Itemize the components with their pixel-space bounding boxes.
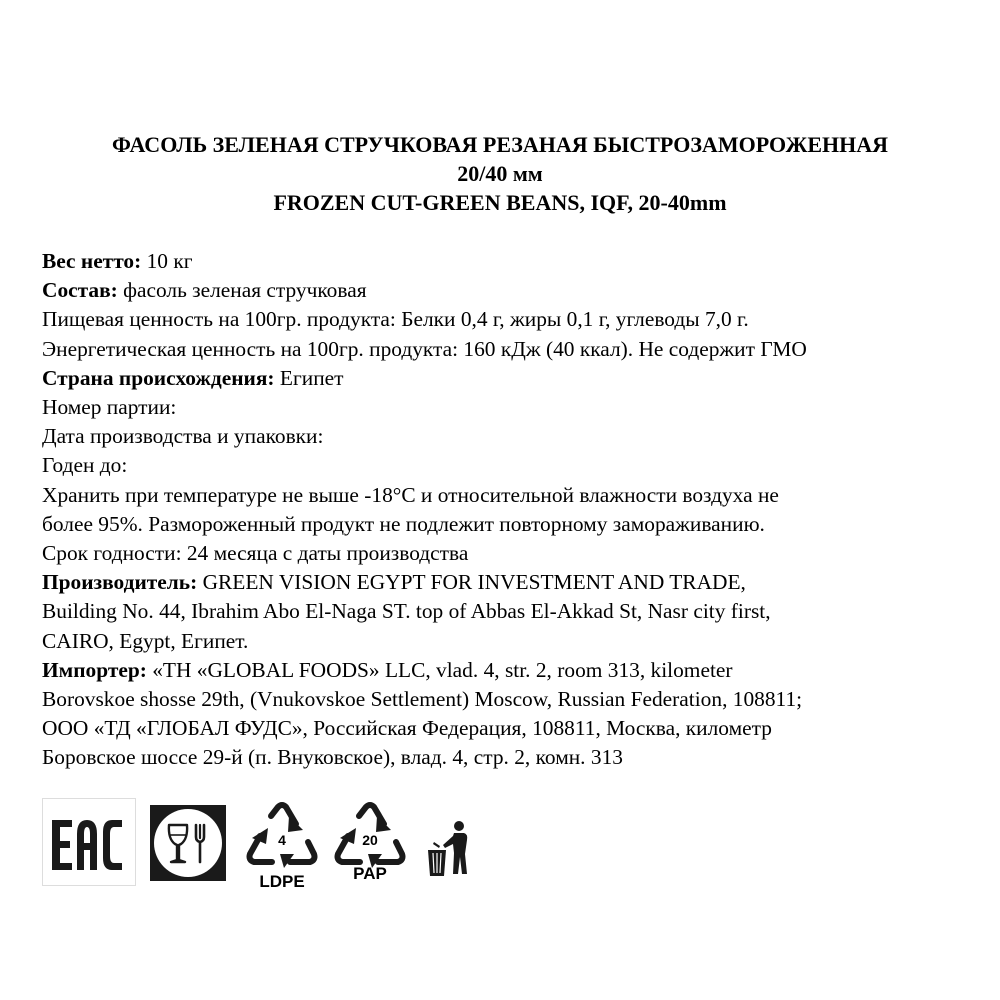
importer-line3: ООО «ТД «ГЛОБАЛ ФУДС», Российская Федерация, 108811, Москва, километр <box>42 716 772 741</box>
importer-line2: Borovskoe shosse 29th, (Vnukovskoe Settlement) Moscow, Russian Federation, 108811; <box>42 687 803 712</box>
importer-label: Импортер: <box>42 657 147 682</box>
origin-value: Египет <box>274 365 344 390</box>
recycle-ldpe-icon <box>244 802 320 892</box>
tidyman-icon <box>426 820 474 880</box>
batch-row: Номер партии: <box>42 395 177 420</box>
recycle-pap-number: 20 <box>362 832 378 848</box>
product-info <box>42 247 956 773</box>
importer-line4: Боровское шоссе 29-й (п. Внуковское), влад. 4, стр. 2, комн. 313 <box>42 745 623 770</box>
food-safe-icon <box>150 805 226 881</box>
origin-row <box>42 364 956 393</box>
production-date-row: Дата производства и упаковки: <box>42 424 324 449</box>
product-title <box>0 130 1000 217</box>
net-weight-label: Вес нетто: <box>42 249 142 273</box>
eac-mark-icon <box>42 798 136 886</box>
recycle-pap-icon <box>332 802 408 892</box>
manufacturer-line1: GREEN VISION EGYPT FOR INVESTMENT AND TRADE, <box>197 570 746 595</box>
manufacturer-label: Производитель: <box>42 570 198 595</box>
manufacturer-line3: CAIRO, Egypt, Египет. <box>42 628 249 653</box>
composition-row <box>42 276 956 305</box>
recycle-ldpe-label: LDPE <box>259 872 305 891</box>
net-weight-row <box>42 247 956 276</box>
importer-line1: «TH «GLOBAL FOODS» LLC, vlad. 4, str. 2, room 313, kilometer <box>146 657 733 682</box>
importer-row1 <box>42 656 956 685</box>
storage-line2: более 95%. Размороженный продукт не подлежит повторному замораживанию. <box>42 511 765 536</box>
title-en-line: FROZEN CUT-GREEN BEANS, IQF, 20-40mm <box>273 190 727 215</box>
best-before-row: Годен до: <box>42 453 128 478</box>
net-weight-value: 10 кг <box>141 249 193 273</box>
nutrition-row: Пищевая ценность на 100гр. продукта: Белки 0,4 г, жиры 0,1 г, углеводы 7,0 г. <box>42 307 749 332</box>
title-ru-line2: 20/40 мм <box>457 161 543 186</box>
recycle-pap-label: PAP <box>353 864 387 883</box>
energy-row: Энергетическая ценность на 100гр. продукта: 160 кДж (40 ккал). Не содержит ГМО <box>42 336 807 361</box>
manufacturer-line2: Building No. 44, Ibrahim Abo El-Naga ST. top of Abbas El-Akkad St, Nasr city first, <box>42 599 771 624</box>
recycle-ldpe-number: 4 <box>278 832 286 848</box>
eac-text <box>42 886 43 887</box>
storage-line1: Хранить при температуре не выше -18°С и относительной влажности воздуха не <box>42 482 779 507</box>
title-ru-line1: ФАСОЛЬ ЗЕЛЕНАЯ СТРУЧКОВАЯ РЕЗАНАЯ БЫСТРОЗАМОРОЖЕННАЯ <box>112 132 888 157</box>
composition-label: Состав: <box>42 278 118 303</box>
manufacturer-row1 <box>42 568 956 597</box>
origin-label: Страна происхождения: <box>42 365 275 390</box>
composition-value: фасоль зеленая стручковая <box>117 278 367 303</box>
shelf-life-row: Срок годности: 24 месяца с даты производства <box>42 541 469 566</box>
